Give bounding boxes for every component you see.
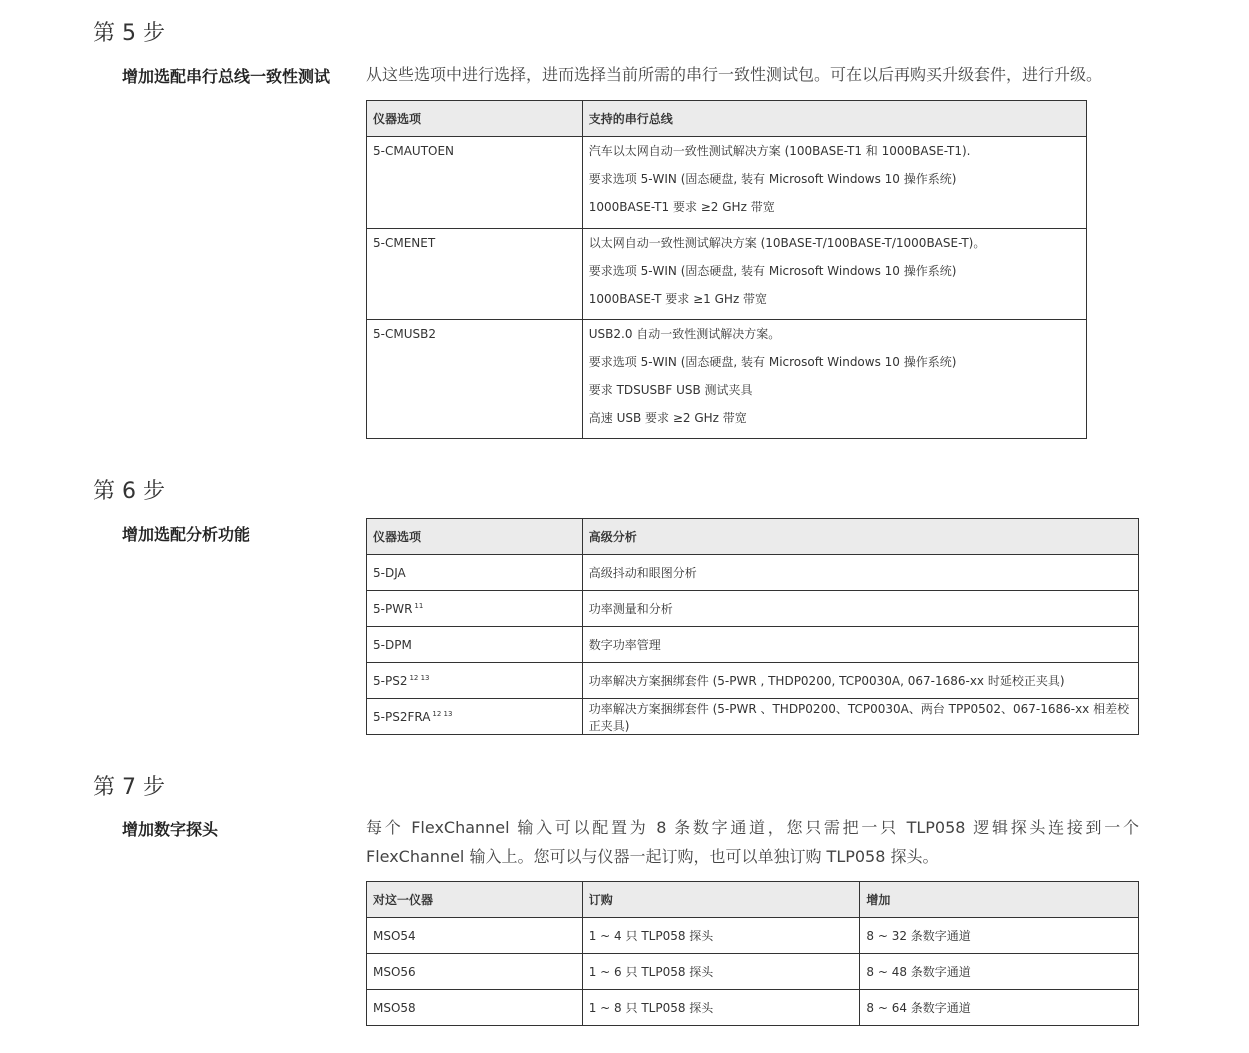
option-cell: 5-DPM bbox=[367, 627, 583, 663]
desc-cell: 汽车以太网自动一致性测试解决方案 (100BASE-T1 和 1000BASE-T1). 要求选项 5-WIN (固态硬盘, 装有 Microsoft Windows 10 操作系统) 1000BASE-T1 要求 ≥2 GHz 带宽 bbox=[582, 137, 1086, 229]
table-row bbox=[367, 699, 1139, 735]
step-5-label: 增加选配串行总线一致性测试 bbox=[122, 67, 331, 86]
step-5-title: 第 5 步 bbox=[93, 21, 165, 46]
header-cell: 高级分析 bbox=[582, 519, 1138, 555]
serial-bus-table bbox=[366, 100, 1087, 439]
channels-cell: 8 ~ 48 条数字通道 bbox=[860, 954, 1139, 990]
table-row bbox=[367, 954, 1139, 990]
option-cell: 5-PWR $^{11}$ bbox=[367, 591, 583, 627]
order-cell: 1 ~ 4 只 TLP058 探头 bbox=[582, 918, 860, 954]
channels-cell: 8 ~ 32 条数字通道 bbox=[860, 918, 1139, 954]
step-5-description: 从这些选项中进行选择，进而选择当前所需的串行一致性测试包。可在以后再购买升级套件，进行升级。 bbox=[366, 65, 1103, 84]
desc-cell: 以太网自动一致性测试解决方案 (10BASE-T/100BASE-T/1000BASE-T)。 要求选项 5-WIN (固态硬盘, 装有 Microsoft Windows 10 操作系统) 1000BASE-T 要求 ≥1 GHz 带宽 bbox=[582, 229, 1086, 320]
table-row bbox=[367, 320, 1087, 439]
table-row bbox=[367, 663, 1139, 699]
step-7-title: 第 7 步 bbox=[93, 775, 165, 800]
header-cell: 订购 bbox=[582, 882, 860, 918]
desc-cell: 功率测量和分析 bbox=[582, 591, 1138, 627]
step-7-label: 增加数字探头 bbox=[122, 820, 219, 839]
table-row bbox=[367, 627, 1139, 663]
table-row bbox=[367, 555, 1139, 591]
step-6-title: 第 6 步 bbox=[93, 479, 165, 504]
table-header-row bbox=[367, 101, 1087, 137]
desc-cell: 高级抖动和眼图分析 bbox=[582, 555, 1138, 591]
analysis-table bbox=[366, 518, 1139, 735]
header-cell: 仪器选项 bbox=[367, 519, 583, 555]
table-row bbox=[367, 591, 1139, 627]
footnote-ref: 12 13 bbox=[432, 709, 453, 718]
step-6-label: 增加选配分析功能 bbox=[122, 525, 251, 544]
option-cell: 5-PS2FRA $^{12 13}$ bbox=[367, 699, 583, 735]
header-cell: 仪器选项 bbox=[367, 101, 583, 137]
table-header-row bbox=[367, 519, 1139, 555]
option-cell: 5-PS2 $^{12 13}$ bbox=[367, 663, 583, 699]
desc-cell: USB2.0 自动一致性测试解决方案。 要求选项 5-WIN (固态硬盘, 装有 Microsoft Windows 10 操作系统) 要求 TDSUSBF USB 测试夹具 高速 USB 要求 ≥2 GHz 带宽 bbox=[582, 320, 1086, 439]
digital-probe-table bbox=[366, 881, 1139, 1026]
model-cell: MSO56 bbox=[367, 954, 583, 990]
option-cell: 5-CMAUTOEN bbox=[367, 137, 583, 229]
step-7-description: 每个 FlexChannel 输入可以配置为 8 条数字通道，您只需把一只 TLP058 逻辑探头连接到一个 FlexChannel 输入上。您可以与仪器一起订购，也可以单独订购 TLP058 探头。 bbox=[366, 818, 1139, 866]
footnote-ref: 12 13 bbox=[409, 673, 430, 682]
desc-cell: 功率解决方案捆绑套件 (5-PWR , THDP0200, TCP0030A, 067-1686-xx 时延校正夹具) bbox=[582, 663, 1138, 699]
order-cell: 1 ~ 6 只 TLP058 探头 bbox=[582, 954, 860, 990]
header-cell: 增加 bbox=[860, 882, 1139, 918]
option-cell: 5-CMENET bbox=[367, 229, 583, 320]
table-row bbox=[367, 137, 1087, 229]
header-cell: 支持的串行总线 bbox=[582, 101, 1086, 137]
channels-cell: 8 ~ 64 条数字通道 bbox=[860, 990, 1139, 1026]
model-cell: MSO58 bbox=[367, 990, 583, 1026]
desc-cell: 数字功率管理 bbox=[582, 627, 1138, 663]
option-cell: 5-DJA bbox=[367, 555, 583, 591]
order-cell: 1 ~ 8 只 TLP058 探头 bbox=[582, 990, 860, 1026]
option-cell: 5-CMUSB2 bbox=[367, 320, 583, 439]
table-row bbox=[367, 918, 1139, 954]
model-cell: MSO54 bbox=[367, 918, 583, 954]
table-row bbox=[367, 990, 1139, 1026]
table-row bbox=[367, 229, 1087, 320]
table-header-row bbox=[367, 882, 1139, 918]
footnote-ref: 11 bbox=[414, 601, 424, 610]
header-cell: 对这一仪器 bbox=[367, 882, 583, 918]
desc-cell: 功率解决方案捆绑套件 (5-PWR 、THDP0200、TCP0030A、两台 TPP0502、067-1686-xx 相差校正夹具) bbox=[582, 699, 1138, 735]
